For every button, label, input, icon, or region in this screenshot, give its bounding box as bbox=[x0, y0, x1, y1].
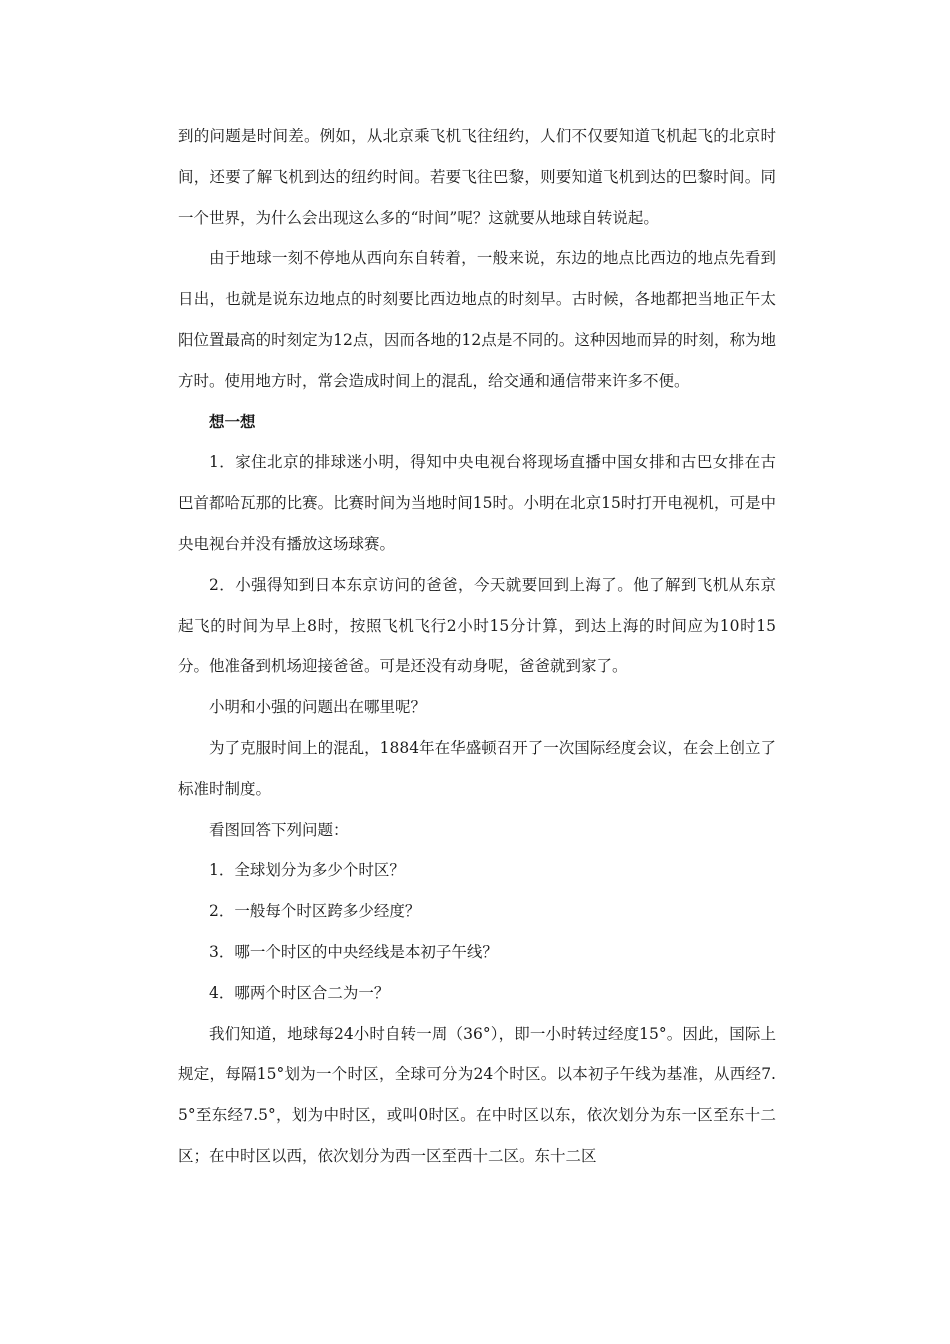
paragraph-time-difference: 到的问题是时间差。例如，从北京乘飞机飞往纽约，人们不仅要知道飞机起飞的北京时间，还要了解飞机到达的纽约时间。若要飞往巴黎，则要知道飞机到达的巴黎时间。同一个世界，为什么会出现这么多的“时间”呢？这就要从地球自转说起。 bbox=[178, 127, 776, 227]
question-item-4: 4．哪两个时区合二为一？ bbox=[209, 983, 390, 1002]
section-heading-think: 想一想 bbox=[209, 411, 256, 431]
question-item-2: 2．一般每个时区跨多少经度？ bbox=[209, 902, 421, 921]
document-page bbox=[178, 116, 776, 1177]
paragraph-look-at-figure: 看图回答下列问题： bbox=[209, 820, 349, 839]
question-item-3: 3．哪一个时区的中央经线是本初子午线？ bbox=[209, 942, 498, 961]
paragraph-local-time: 由于地球一刻不停地从西向东自转着，一般来说，东边的地点比西边的地点先看到日出，也就是说东边地点的时刻要比西边地点的时刻早。古时候，各地都把当地正午太阳位置最高的时刻定为12点，因而各地的12点是不同的。这种因地而异的时刻，称为地方时。使用地方时，常会造成时间上的混乱，给交通和通信带来许多不便。 bbox=[178, 249, 776, 390]
paragraph-question-prompt: 小明和小强的问题出在哪里呢？ bbox=[209, 698, 427, 717]
question-item-xiaoqiang: 2．小强得知到日本东京访问的爸爸，今天就要回到上海了。他了解到飞机从东京起飞的时间为早上8时，按照飞机飞行2小时15分计算，到达上海的时间应为10时15分。他准备到机场迎接爸爸。可是还没有动身呢，爸爸就到家了。 bbox=[178, 575, 776, 676]
question-item-1: 1．全球划分为多少个时区？ bbox=[209, 861, 405, 880]
question-item-xiaoming: 1．家住北京的排球迷小明，得知中央电视台将现场直播中国女排和古巴女排在古巴首都哈瓦那的比赛。比赛时间为当地时间15时。小明在北京15时打开电视机，可是中央电视台并没有播放这场球赛。 bbox=[178, 453, 776, 553]
paragraph-standard-time: 为了克服时间上的混乱，1884年在华盛顿召开了一次国际经度会议，在会上创立了标准时制度。 bbox=[178, 738, 776, 798]
paragraph-time-zones: 我们知道，地球每24小时自转一周（36°），即一小时转过经度15°。因此，国际上规定，每隔15°划为一个时区，全球可分为24个时区。以本初子午线为基准，从西经7.5°至东经7.5°，划为中时区，或叫0时区。在中时区以东，依次划分为东一区至东十二区；在中时区以西，依次划分为西一区至西十二区。东十二区 bbox=[178, 1024, 776, 1165]
